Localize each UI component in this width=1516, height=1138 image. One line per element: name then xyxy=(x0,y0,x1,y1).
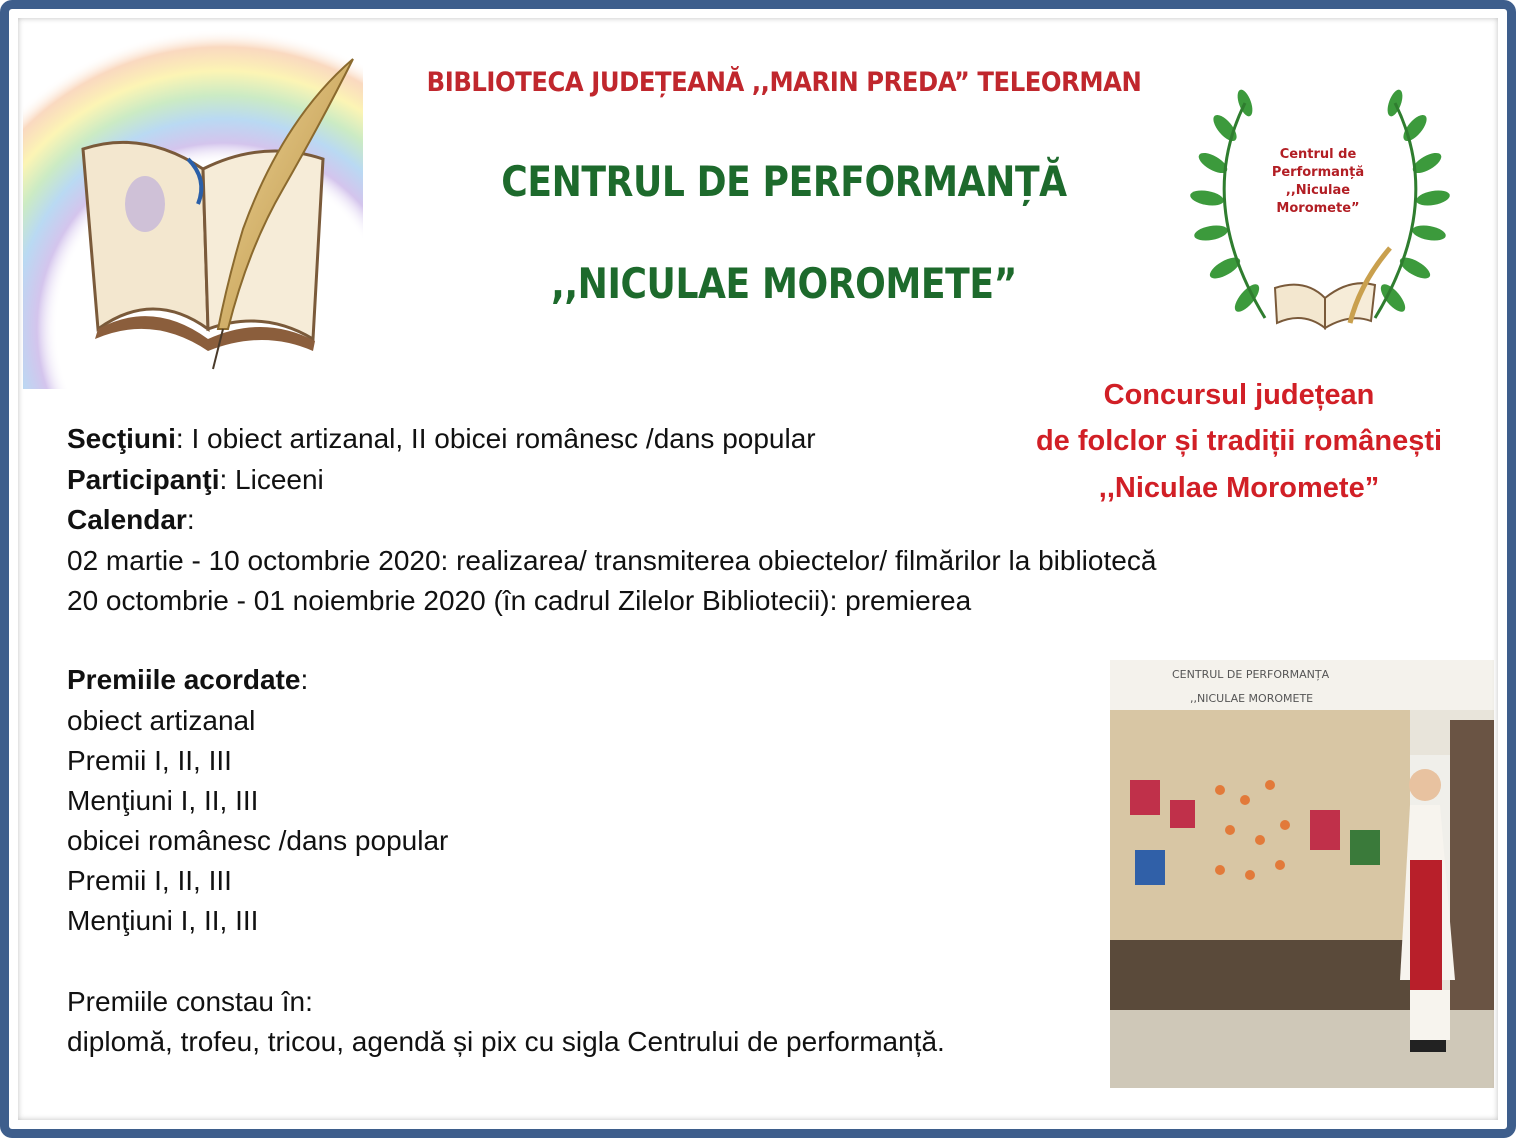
event-photo xyxy=(1110,660,1494,1088)
prizes-label: Premiile acordate xyxy=(67,664,301,695)
participants-label: Participanţi xyxy=(67,464,220,495)
center-title: CENTRUL DE PERFORMANȚĂ xyxy=(501,157,1067,206)
prize-item: Premii I, II, III xyxy=(67,865,232,896)
contest-title-line2: de folclor și tradiții românești xyxy=(1035,425,1443,457)
prizes-consist-value: diplomă, trofeu, tricou, agendă și pix cu sigla Centrului de performanță. xyxy=(67,1026,945,1057)
sections-line xyxy=(67,423,816,455)
library-logo xyxy=(23,29,363,389)
sections-label: Secţiuni xyxy=(67,423,176,454)
prize-item: Premii I, II, III xyxy=(67,745,232,776)
contest-title-line3: ,,Niculae Moromete” xyxy=(1098,472,1380,504)
library-name: BIBLIOTECA JUDEȚEANĂ ,,MARIN PREDA” TELEORMAN xyxy=(426,67,1142,98)
photo-banner-line1: CENTRUL DE PERFORMANȚA xyxy=(1172,668,1330,681)
calendar-line-1: 02 martie - 10 octombrie 2020: realizarea/ transmiterea obiectelor/ filmărilor la bibliotecă xyxy=(67,545,1157,576)
prize-item: obiect artizanal xyxy=(67,705,256,736)
center-subtitle: ,,NICULAE MOROMETE” xyxy=(551,259,1017,308)
wreath-logo-text: Centrul de Performanță ,,Niculae Moromete” xyxy=(1271,147,1365,216)
contest-title-line1: Concursul județean xyxy=(1103,379,1375,411)
event-photo-illustration xyxy=(1110,660,1494,1088)
sections-value: : I obiect artizanal, II obicei românesc /dans popular xyxy=(175,423,816,454)
prize-item: Menţiuni I, II, III xyxy=(67,905,259,936)
prizes-consist-label: Premiile constau în: xyxy=(67,986,313,1017)
prize-item: obicei românesc /dans popular xyxy=(67,825,449,856)
calendar-line-2: 20 octombrie - 01 noiembrie 2020 (în cadrul Zilelor Bibliotecii): premierea xyxy=(67,585,972,616)
calendar-heading: Calendar: xyxy=(67,504,195,535)
photo-banner-line2: ,,NICULAE MOROMETE xyxy=(1190,692,1314,705)
prize-item: Menţiuni I, II, III xyxy=(67,785,259,816)
participants-line xyxy=(67,464,324,496)
prizes-heading: Premiile acordate: xyxy=(67,664,309,695)
calendar-label: Calendar xyxy=(67,504,187,535)
participants-value: : Liceeni xyxy=(219,464,324,495)
